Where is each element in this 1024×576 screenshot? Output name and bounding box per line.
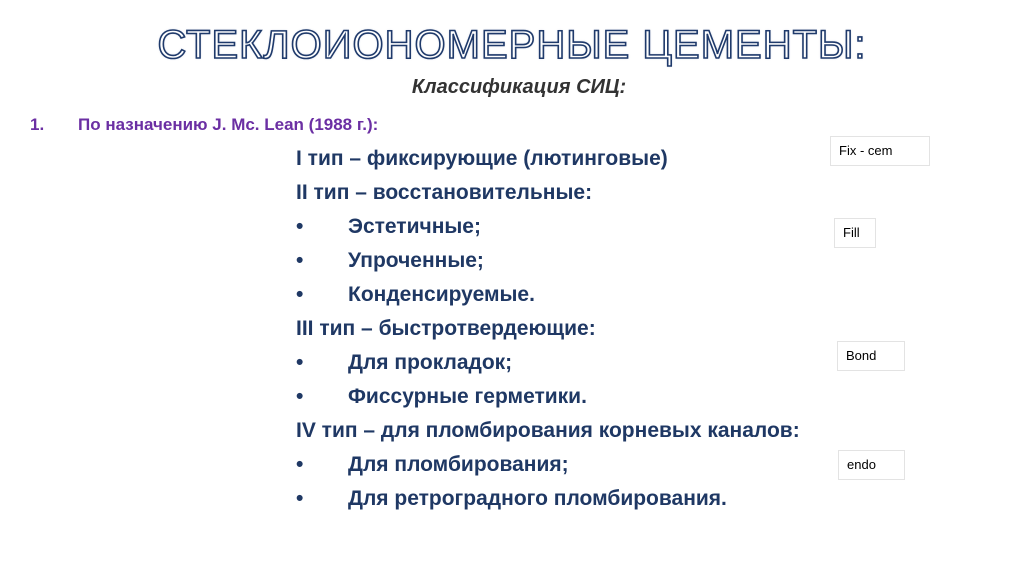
note-endo: endo xyxy=(838,450,905,480)
line-text: Для ретроградного пломбирования. xyxy=(348,487,727,510)
bullet-line xyxy=(296,380,976,414)
line-text: I тип – фиксирующие (лютинговые) xyxy=(296,147,668,170)
line-text: III тип – быстротвердеющие: xyxy=(296,317,596,340)
line-text: IV тип – для пломбирования корневых каналов: xyxy=(296,419,800,442)
line-text: Для пломбирования; xyxy=(348,453,569,476)
bullet-icon: • xyxy=(296,283,304,306)
line-text: Фиссурные герметики. xyxy=(348,385,587,408)
note-fill: Fill xyxy=(834,218,876,248)
line-text: Конденсируемые. xyxy=(348,283,535,306)
bullet-line xyxy=(296,482,976,516)
bullet-line xyxy=(296,278,976,312)
bullet-icon: • xyxy=(296,215,304,238)
bullet-icon: • xyxy=(296,487,304,510)
note-fix-cem: Fix - cem xyxy=(830,136,930,166)
type-4-line xyxy=(296,414,976,448)
item-text: По назначению J. Mc. Lean (1988 г.): xyxy=(78,115,379,134)
line-text: II тип – восстановительные: xyxy=(296,181,593,204)
item-number: 1. xyxy=(30,115,45,134)
bullet-icon: • xyxy=(296,351,304,374)
line-text: Эстетичные; xyxy=(348,215,481,238)
bullet-line xyxy=(296,244,976,278)
line-text: Для прокладок; xyxy=(348,351,513,374)
bullet-icon: • xyxy=(296,249,304,272)
numbered-item xyxy=(30,114,378,136)
slide-subtitle: Классификация СИЦ: xyxy=(411,76,627,98)
note-bond: Bond xyxy=(837,341,905,371)
bullet-icon: • xyxy=(296,385,304,408)
slide-title: СТЕКЛОИОНОМЕРНЫЕ ЦЕМЕНТЫ: xyxy=(157,23,867,67)
bullet-icon: • xyxy=(296,453,304,476)
type-2-line xyxy=(296,176,976,210)
line-text: Упроченные; xyxy=(348,249,484,272)
